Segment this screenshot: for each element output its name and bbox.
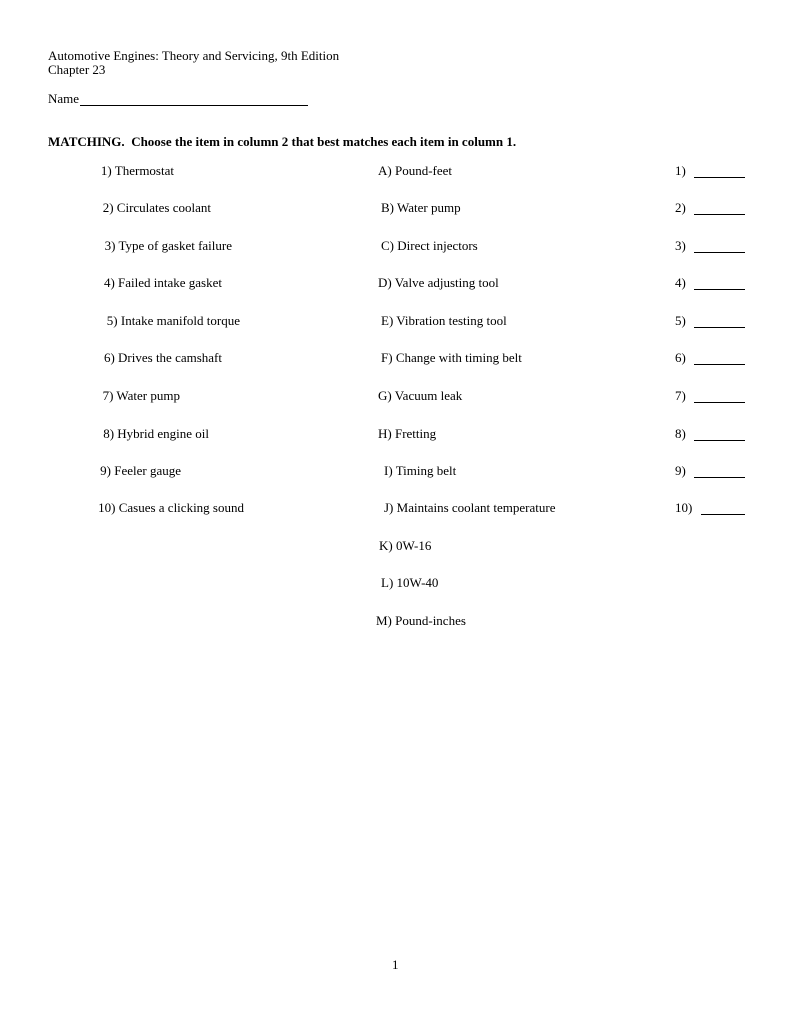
page-number: 1: [392, 957, 399, 972]
item-text: Feeler gauge: [114, 463, 181, 478]
item-letter: E): [381, 313, 394, 328]
column1-item: [0, 200, 211, 215]
item-text: Fretting: [394, 426, 437, 441]
item-text: Change with timing belt: [395, 350, 522, 365]
item-letter: M): [376, 613, 392, 628]
column1-item: [0, 275, 222, 290]
answer-number: 4): [675, 275, 686, 290]
column1-item: [0, 163, 174, 178]
item-number: 4): [103, 275, 115, 290]
answer-blank[interactable]: [694, 477, 745, 478]
answer-blank[interactable]: [694, 177, 745, 178]
column1-item: [0, 388, 180, 403]
item-text: Type of gasket failure: [118, 238, 232, 253]
item-number: 9): [100, 463, 111, 478]
item-text: Direct injectors: [397, 238, 478, 253]
item-letter: G): [378, 388, 392, 403]
section-instructions: Choose the item in column 2 that best matches each item in column 1.: [131, 134, 517, 149]
item-text: Intake manifold torque: [120, 313, 240, 328]
answer-blank[interactable]: [694, 289, 745, 290]
answer-number: 10): [675, 500, 693, 515]
item-text: Failed intake gasket: [118, 275, 222, 290]
column2-item: [381, 575, 438, 590]
item-number: 1): [100, 163, 112, 178]
item-letter: H): [378, 426, 392, 441]
item-number: 5): [106, 313, 118, 328]
item-letter: C): [381, 238, 394, 253]
answer-number: 3): [675, 238, 686, 253]
item-letter: A): [378, 163, 392, 178]
column2-item: [378, 275, 499, 290]
name-field[interactable]: [80, 92, 308, 106]
item-text: 10W-40: [396, 575, 439, 590]
item-number: 2): [102, 200, 114, 215]
item-letter: I): [384, 463, 393, 478]
item-letter: K): [379, 538, 393, 553]
answer-blank[interactable]: [694, 364, 745, 365]
column2-item: [381, 238, 478, 253]
item-text: Water pump: [116, 388, 180, 403]
item-text: Drives the camshaft: [118, 350, 222, 365]
item-text: Valve adjusting tool: [394, 275, 499, 290]
column2-item: [381, 200, 461, 215]
item-text: Pound-feet: [394, 163, 453, 178]
item-text: Pound-inches: [395, 613, 466, 628]
answer-number: 6): [675, 350, 686, 365]
item-number: 6): [103, 350, 115, 365]
column2-item: [379, 538, 431, 553]
column2-item: [384, 463, 456, 478]
item-letter: L): [381, 575, 394, 590]
column2-item: [378, 163, 452, 178]
column1-item: [0, 426, 209, 441]
item-text: Water pump: [397, 200, 461, 215]
item-number: 7): [102, 388, 114, 403]
column2-item: [381, 350, 522, 365]
answer-number: 9): [675, 463, 686, 478]
item-number: 3): [104, 238, 116, 253]
column1-item: [0, 313, 240, 328]
column1-item: [0, 463, 181, 478]
column1-item: [0, 350, 222, 365]
column2-item: [376, 613, 466, 628]
item-letter: F): [381, 350, 393, 365]
answer-blank[interactable]: [694, 402, 745, 403]
item-text: Hybrid engine oil: [117, 426, 209, 441]
chapter-label: Chapter 23: [48, 62, 106, 77]
item-text: Maintains coolant temperature: [396, 500, 556, 515]
answer-blank[interactable]: [701, 514, 745, 515]
instructions: [48, 134, 516, 149]
answer-number: 8): [675, 426, 686, 441]
item-text: 0W-16: [395, 538, 432, 553]
item-letter: D): [378, 275, 392, 290]
item-text: Thermostat: [114, 163, 174, 178]
answer-blank[interactable]: [694, 214, 745, 215]
answer-number: 5): [675, 313, 686, 328]
item-text: Timing belt: [395, 463, 457, 478]
column2-item: [381, 313, 507, 328]
column2-item: [378, 426, 436, 441]
item-number: 8): [103, 426, 115, 441]
item-letter: J): [384, 500, 394, 515]
item-text: Casues a clicking sound: [118, 500, 244, 515]
book-title: Automotive Engines: Theory and Servicing, 9th Edition: [48, 48, 340, 63]
answer-blank[interactable]: [694, 327, 745, 328]
item-text: Circulates coolant: [116, 200, 211, 215]
answer-number: 1): [675, 163, 686, 178]
answer-blank[interactable]: [694, 440, 745, 441]
column2-item: [378, 388, 462, 403]
item-number: 10): [98, 500, 116, 515]
column2-item: [384, 500, 555, 515]
item-letter: B): [381, 200, 394, 215]
answer-number: 7): [675, 388, 686, 403]
name-label: Name: [48, 91, 80, 106]
answer-blank[interactable]: [694, 252, 745, 253]
column1-item: [0, 500, 244, 515]
item-text: Vibration testing tool: [396, 313, 507, 328]
item-text: Vacuum leak: [394, 388, 463, 403]
column1-item: [0, 238, 232, 253]
answer-number: 2): [675, 200, 686, 215]
name-row: [48, 91, 308, 106]
section-heading: MATCHING.: [48, 134, 125, 149]
